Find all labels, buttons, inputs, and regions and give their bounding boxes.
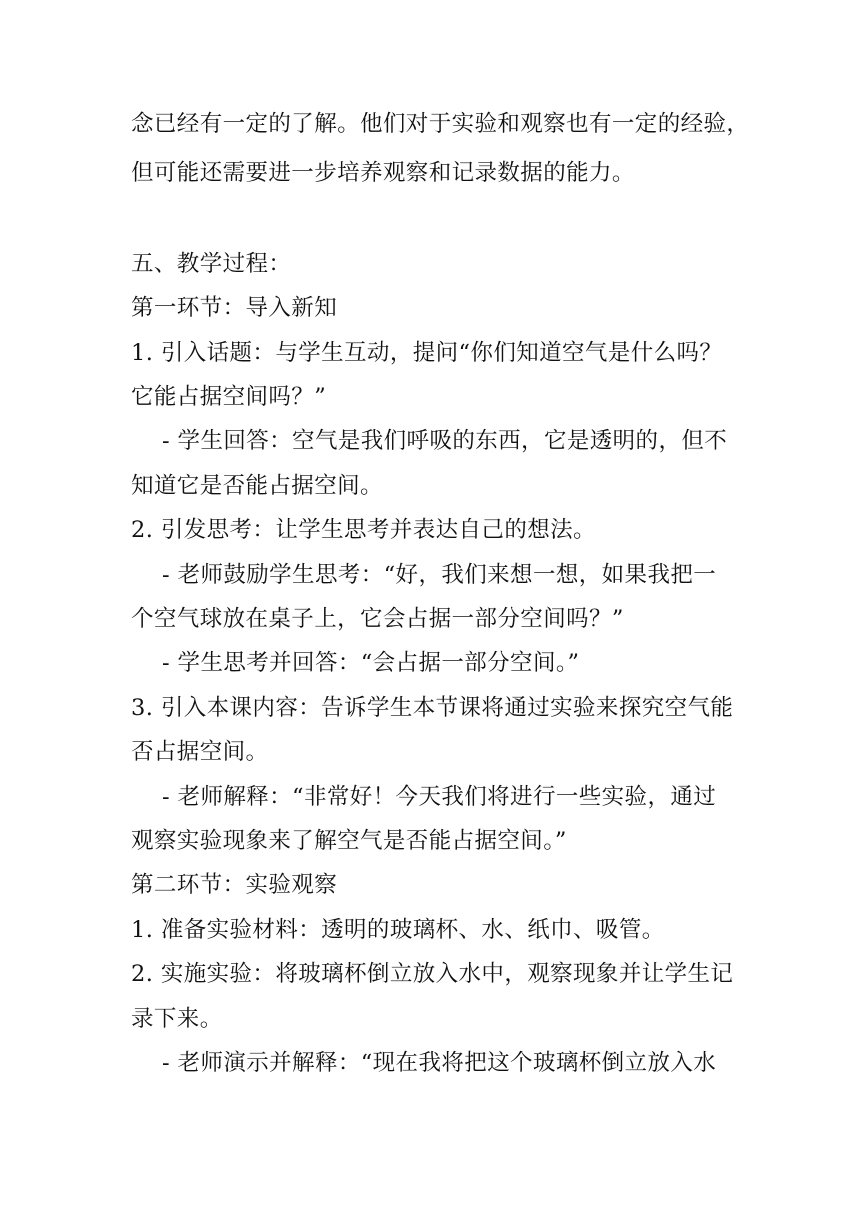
sub-item-student-answer: - 学生回答：空气是我们呼吸的东西，它是透明的，但不 xyxy=(162,428,728,454)
sub-item-teacher-encourage: - 老师鼓励学生思考：“好，我们来想一想，如果我把一 xyxy=(162,562,717,588)
sub-item-student-answer-continued: 知道它是否能占据空间。 xyxy=(131,473,383,499)
list-item-2: 2. 引发思考：让学生思考并表达自己的想法。 xyxy=(131,517,596,543)
list-item-experiment-continued: 录下来。 xyxy=(131,1006,223,1032)
paragraph-line-1: 念已经有一定的了解。他们对于实验和观察也有一定的经验， xyxy=(131,111,750,137)
list-item-3: 3. 引入本课内容：告诉学生本节课将通过实验来探究空气能 xyxy=(131,695,734,721)
section-heading: 五、教学过程： xyxy=(131,251,292,277)
sub-item-teacher-encourage-continued: 个空气球放在桌子上，它会占据一部分空间吗？” xyxy=(131,606,624,632)
sub-item-teacher-explain-continued: 观察实验现象来了解空气是否能占据空间。” xyxy=(131,828,567,854)
list-item-experiment: 2. 实施实验：将玻璃杯倒立放入水中，观察现象并让学生记 xyxy=(131,961,734,987)
subsection-heading-2: 第二环节：实验观察 xyxy=(131,872,338,898)
paragraph-line-2: 但可能还需要进一步培养观察和记录数据的能力。 xyxy=(131,160,635,186)
list-item-3-continued: 否占据空间。 xyxy=(131,739,269,765)
sub-item-teacher-demo: - 老师演示并解释：“现在我将把这个玻璃杯倒立放入水 xyxy=(162,1050,717,1076)
sub-item-student-think: - 学生思考并回答：“会占据一部分空间。” xyxy=(162,650,580,676)
list-item-materials: 1. 准备实验材料：透明的玻璃杯、水、纸巾、吸管。 xyxy=(131,917,665,943)
sub-item-teacher-explain: - 老师解释：“非常好！今天我们将进行一些实验，通过 xyxy=(162,784,717,810)
subsection-heading-1: 第一环节：导入新知 xyxy=(131,295,338,321)
list-item-1-continued: 它能占据空间吗？” xyxy=(131,384,327,410)
list-item-1: 1. 引入话题：与学生互动，提问“你们知道空气是什么吗？ xyxy=(131,340,723,366)
